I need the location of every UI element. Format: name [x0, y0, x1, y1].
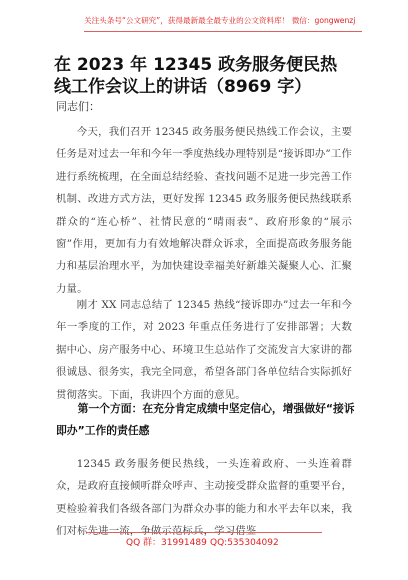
section-heading-1: 第一个方面：在充分肯定成绩中坚定信心，增强做好“接诉即办”工作的责任感: [56, 402, 355, 437]
footer-qq-group: QQ 群：31991489: [126, 538, 207, 548]
header-banner: 关注头条号“公文研究”，获得最新最全最专业的公文资料库！ 微信：gongwenzj: [84, 16, 356, 25]
salutation: 同志们：: [56, 100, 100, 113]
body-paragraph-2: 刚才 XX 同志总结了 12345 热线“接诉即办”过去一年和今年一季度的工作，对 2023 年重点任务进行了安排部署；大数据中心、房产服务中心、环境卫生总站作了交流发言大家讲的都很诚恳、很务实，我完全同意，希望各部门各单位结合实际抓好贯彻落实。下面，我讲四个方面的意见。: [56, 299, 352, 401]
section-paragraph-1: 12345 政务服务便民热线，一头连着政府、一头连着群众，是政府直接倾听群众呼声、主动接受群众监督的重要平台，更检验着我们各级各部门为群众办事的能力和水平去年以来，我们对标先进一流，争做示范标兵，学习借鉴: [56, 458, 352, 538]
footer-qq-contact: QQ:535304092: [210, 538, 279, 548]
body-paragraph-1: 今天，我们召开 12345 政务服务便民热线工作会议，主要任务是对过去一年和今年一季度热线办理特别是“接诉即办”工作进行系统梳理，在全面总结经验、查找问题不足进一步完善工作机制、改进方式方法，更好发挥 12345 政务服务便民热线联系群众的“连心桥”、社情民意的“晴雨表”、政府形象的“展示窗”作用，更加有力有效地解决群众诉求，全面提高政务服务能力和基层治理水平，为加快建设幸福美好新雄关凝聚人心、汇聚力量。: [56, 126, 352, 295]
footer: [0, 535, 408, 551]
document-title: 在 2023 年 12345 政务服务便民热线工作会议上的讲话（8969 字）: [54, 55, 338, 97]
header-divider: [84, 31, 362, 32]
footer-divider: [86, 532, 322, 533]
